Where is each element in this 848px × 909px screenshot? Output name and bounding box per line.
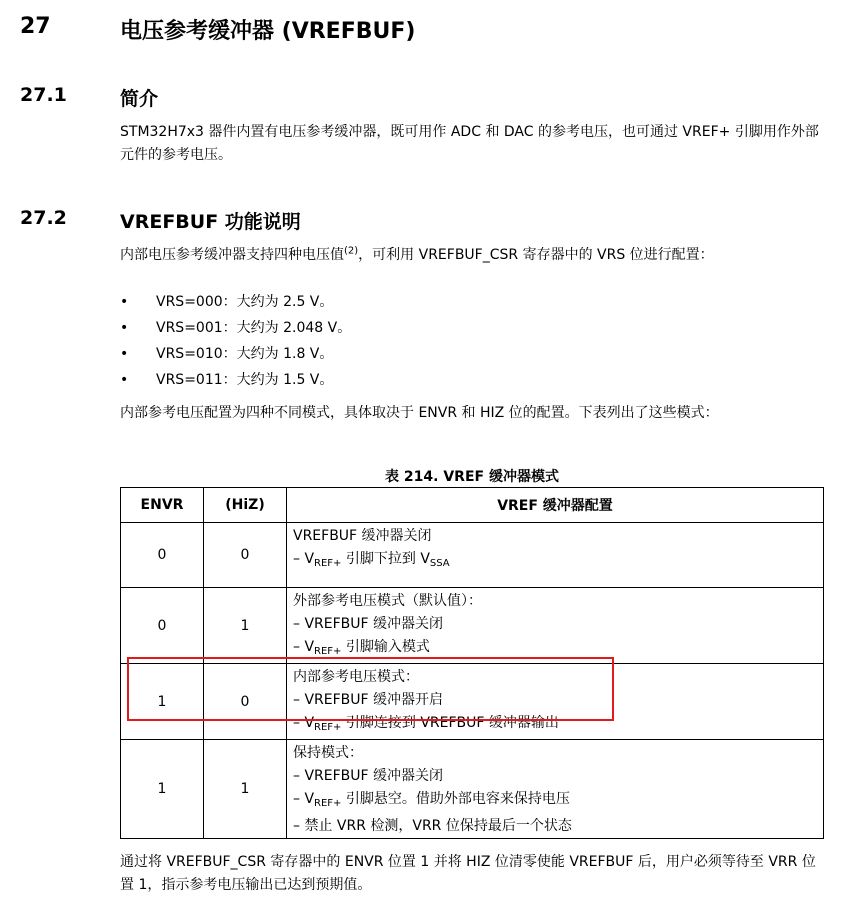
config-line: – $V_{REF+}$ 引脚悬空。借助外部电容来保持电压 — [293, 791, 570, 809]
cell-config — [287, 523, 824, 588]
config-line: 外部参考电压模式（默认值）： — [293, 593, 482, 609]
config-line: 内部参考电压模式： — [293, 669, 419, 685]
cell-hiz: 0 — [204, 523, 287, 588]
paragraph-text: 内部电压参考缓冲器支持四种电压值 — [120, 247, 344, 263]
config-line: 保持模式： — [293, 745, 363, 761]
highlight-box — [127, 657, 614, 721]
bullet-text: VRS=011：大约为 1.5 V。 — [156, 372, 334, 388]
chapter-number: 27 — [20, 14, 51, 39]
header-config: VREF 缓冲器配置 — [287, 488, 824, 523]
cell-config — [287, 588, 824, 664]
cell-config — [287, 740, 824, 839]
cell-hiz: 0 — [204, 664, 287, 740]
cell-hiz: 1 — [204, 588, 287, 664]
bullet-dot-icon: • — [120, 294, 129, 310]
config-line: – $V_{REF+}$ 引脚输入模式 — [293, 639, 430, 657]
config-line: – VREFBUF 缓冲器开启 — [293, 692, 444, 708]
footnote-ref: (2) — [344, 245, 359, 257]
paragraph-text: ，可利用 VREFBUF_CSR 寄存器中的 VRS 位进行配置： — [358, 247, 714, 263]
cell-envr: 0 — [121, 523, 204, 588]
config-line: – VREFBUF 缓冲器关闭 — [293, 768, 444, 784]
bullet-dot-icon: • — [120, 320, 129, 336]
table-row — [121, 588, 824, 664]
table-row — [121, 740, 824, 839]
bullet-text: VRS=010：大约为 1.8 V。 — [156, 346, 334, 362]
header-envr: ENVR — [121, 488, 204, 523]
bullet-dot-icon: • — [120, 346, 129, 362]
bullet-text: VRS=000：大约为 2.5 V。 — [156, 294, 334, 310]
bullet-dot-icon: • — [120, 372, 129, 388]
section-title: 简介 — [120, 88, 159, 110]
table-header-row — [121, 488, 824, 523]
table-row — [121, 523, 824, 588]
chapter-title: 电压参考缓冲器 (VREFBUF) — [120, 19, 416, 44]
modes-paragraph: 内部参考电压配置为四种不同模式，具体取决于 ENVR 和 HIZ 位的配置。下表列出了这些模式： — [120, 405, 719, 421]
footer-paragraph: 通过将 VREFBUF_CSR 寄存器中的 ENVR 位置 1 并将 HIZ 位清零使能 VREFBUF 后，用户必须等待至 VRR 位置 1，指示参考电压输出已达到预期值。 — [120, 854, 816, 893]
config-line: – VREFBUF 缓冲器关闭 — [293, 616, 444, 632]
section-number: 27.1 — [20, 84, 67, 106]
section-number: 27.2 — [20, 207, 67, 229]
cell-hiz: 1 — [204, 740, 287, 839]
bullet-text: VRS=001：大约为 2.048 V。 — [156, 320, 352, 336]
cell-envr: 1 — [121, 664, 204, 740]
config-line: – $V_{REF+}$ 引脚连接到 VREFBUF 缓冲器输出 — [293, 715, 559, 733]
config-line: VREFBUF 缓冲器关闭 — [293, 528, 432, 544]
voltage-values-paragraph — [120, 244, 824, 267]
intro-paragraph: STM32H7x3 器件内置有电压参考缓冲器，既可用作 ADC 和 DAC 的参考电压，也可通过 VREF+ 引脚用作外部元件的参考电压。 — [120, 124, 819, 163]
config-line: – $V_{REF+}$ 引脚下拉到 $V_{SSA}$ — [293, 551, 450, 569]
table-caption: 表 214. VREF 缓冲器模式 — [385, 469, 559, 485]
config-line: – 禁止 VRR 检测，VRR 位保持最后一个状态 — [293, 818, 572, 834]
cell-envr: 0 — [121, 588, 204, 664]
cell-envr: 1 — [121, 740, 204, 839]
header-hiz: (HiZ) — [204, 488, 287, 523]
section-title: VREFBUF 功能说明 — [120, 211, 301, 233]
